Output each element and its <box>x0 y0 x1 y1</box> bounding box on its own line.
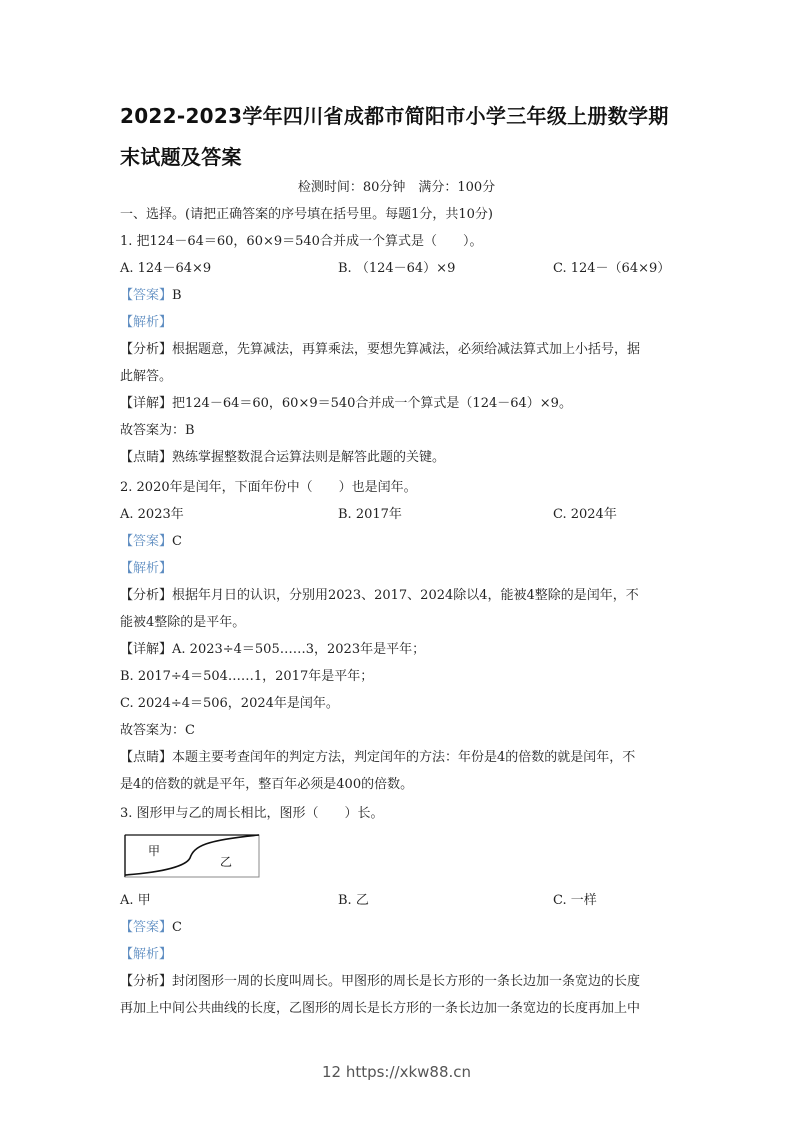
document-title-line1: 2022-2023学年四川省成都市简阳市小学三年级上册数学期 <box>120 104 669 128</box>
figure-label-yi: 乙 <box>220 855 233 869</box>
answer-label: 【答案】 <box>120 288 173 303</box>
analysis-header-label: 【解析】 <box>120 947 173 962</box>
document-title-line2: 末试题及答案 <box>120 145 242 169</box>
question-2-comment-line2: 是4的倍数的就是平年，整百年必须是400的倍数。 <box>120 777 414 792</box>
comment-label: 【点睛】 <box>120 450 173 465</box>
question-1-comment <box>120 450 445 466</box>
question-1-option-b: B. （124－64）×9 <box>338 261 456 276</box>
question-1-option-a: A. 124－64×9 <box>120 261 212 276</box>
question-2-analysis-header <box>120 561 172 577</box>
question-2-analysis-line1 <box>120 588 639 604</box>
question-1-option-c: C. 124－（64×9） <box>553 261 671 276</box>
detail-text: 把124－64＝60，60×9＝540合并成一个算式是（124－64）×9。 <box>172 396 572 411</box>
answer-label: 【答案】 <box>120 920 173 935</box>
question-3-analysis-header <box>120 947 172 963</box>
question-2-comment-line1 <box>120 750 635 766</box>
question-1-analysis-line1 <box>120 342 640 358</box>
question-3-analysis-line2: 再加上中间公共曲线的长度，乙图形的周长是长方形的一条长边加一条宽边的长度再加上中 <box>120 1001 641 1016</box>
question-3-option-c: C. 一样 <box>553 893 597 908</box>
question-2-conclusion: 故答案为：C <box>120 723 195 738</box>
question-2-option-b: B. 2017年 <box>338 507 402 522</box>
analysis-text: 封闭图形一周的长度叫周长。甲图形的周长是长方形的一条长边加一条宽边的长度 <box>172 974 641 989</box>
analysis-header-label: 【解析】 <box>120 315 173 330</box>
question-1-analysis-header <box>120 315 172 331</box>
answer-value: B <box>172 288 182 303</box>
detail-label: 【详解】 <box>120 642 173 657</box>
analysis-text: 根据题意，先算减法，再算乘法，要想先算减法，必须给减法算式加上小括号，据 <box>172 342 641 357</box>
analysis-label: 【分析】 <box>120 342 173 357</box>
answer-value: C <box>172 920 182 935</box>
question-2-option-a: A. 2023年 <box>120 507 184 522</box>
analysis-text: 根据年月日的认识，分别用2023、2017、2024除以4，能被4整除的是闰年，不 <box>172 588 639 603</box>
question-3-answer <box>120 920 182 936</box>
comment-label: 【点睛】 <box>120 750 173 765</box>
section-heading: 一、选择。(请把正确答案的序号填在括号里。每题1分，共10分) <box>120 207 493 222</box>
question-2-analysis-line2: 能被4整除的是平年。 <box>120 615 246 630</box>
figure-label-jia: 甲 <box>148 844 161 858</box>
exam-info: 检测时间：80分钟 满分：100分 <box>297 180 496 195</box>
question-2-detail-line1 <box>120 642 425 658</box>
question-3-analysis-line1 <box>120 974 640 990</box>
answer-value: C <box>172 534 182 549</box>
question-2-option-c: C. 2024年 <box>553 507 617 522</box>
question-2-stem: 2. 2020年是闰年，下面年份中（ ）也是闰年。 <box>120 480 417 495</box>
analysis-label: 【分析】 <box>120 974 173 989</box>
page-footer: 12 https://xkw88.cn <box>321 1063 472 1081</box>
question-3-option-b: B. 乙 <box>338 893 369 908</box>
question-3-stem: 3. 图形甲与乙的周长相比，图形（ ）长。 <box>120 806 384 821</box>
analysis-label: 【分析】 <box>120 588 173 603</box>
question-2-detail-line2: B. 2017÷4＝504……1，2017年是平年； <box>120 669 374 684</box>
comment-text: 本题主要考查闰年的判定方法，判定闰年的方法：年份是4的倍数的就是闰年，不 <box>172 750 636 765</box>
question-2-answer <box>120 534 182 550</box>
rectangle-with-curve-diagram <box>124 834 260 878</box>
question-1-answer <box>120 288 182 304</box>
question-1-conclusion: 故答案为：B <box>120 423 195 438</box>
question-1-analysis-line2: 此解答。 <box>120 369 173 384</box>
question-1-detail <box>120 396 572 412</box>
question-2-detail-line3: C. 2024÷4＝506，2024年是闰年。 <box>120 696 339 711</box>
answer-label: 【答案】 <box>120 534 173 549</box>
comment-text: 熟练掌握整数混合运算法则是解答此题的关键。 <box>172 450 446 465</box>
analysis-header-label: 【解析】 <box>120 561 173 576</box>
detail-text: A. 2023÷4＝505……3，2023年是平年； <box>172 642 426 657</box>
detail-label: 【详解】 <box>120 396 173 411</box>
question-3-option-a: A. 甲 <box>120 893 151 908</box>
perimeter-figure <box>124 834 260 878</box>
question-1-stem: 1. 把124－64＝60，60×9＝540合并成一个算式是（ ）。 <box>120 234 483 249</box>
